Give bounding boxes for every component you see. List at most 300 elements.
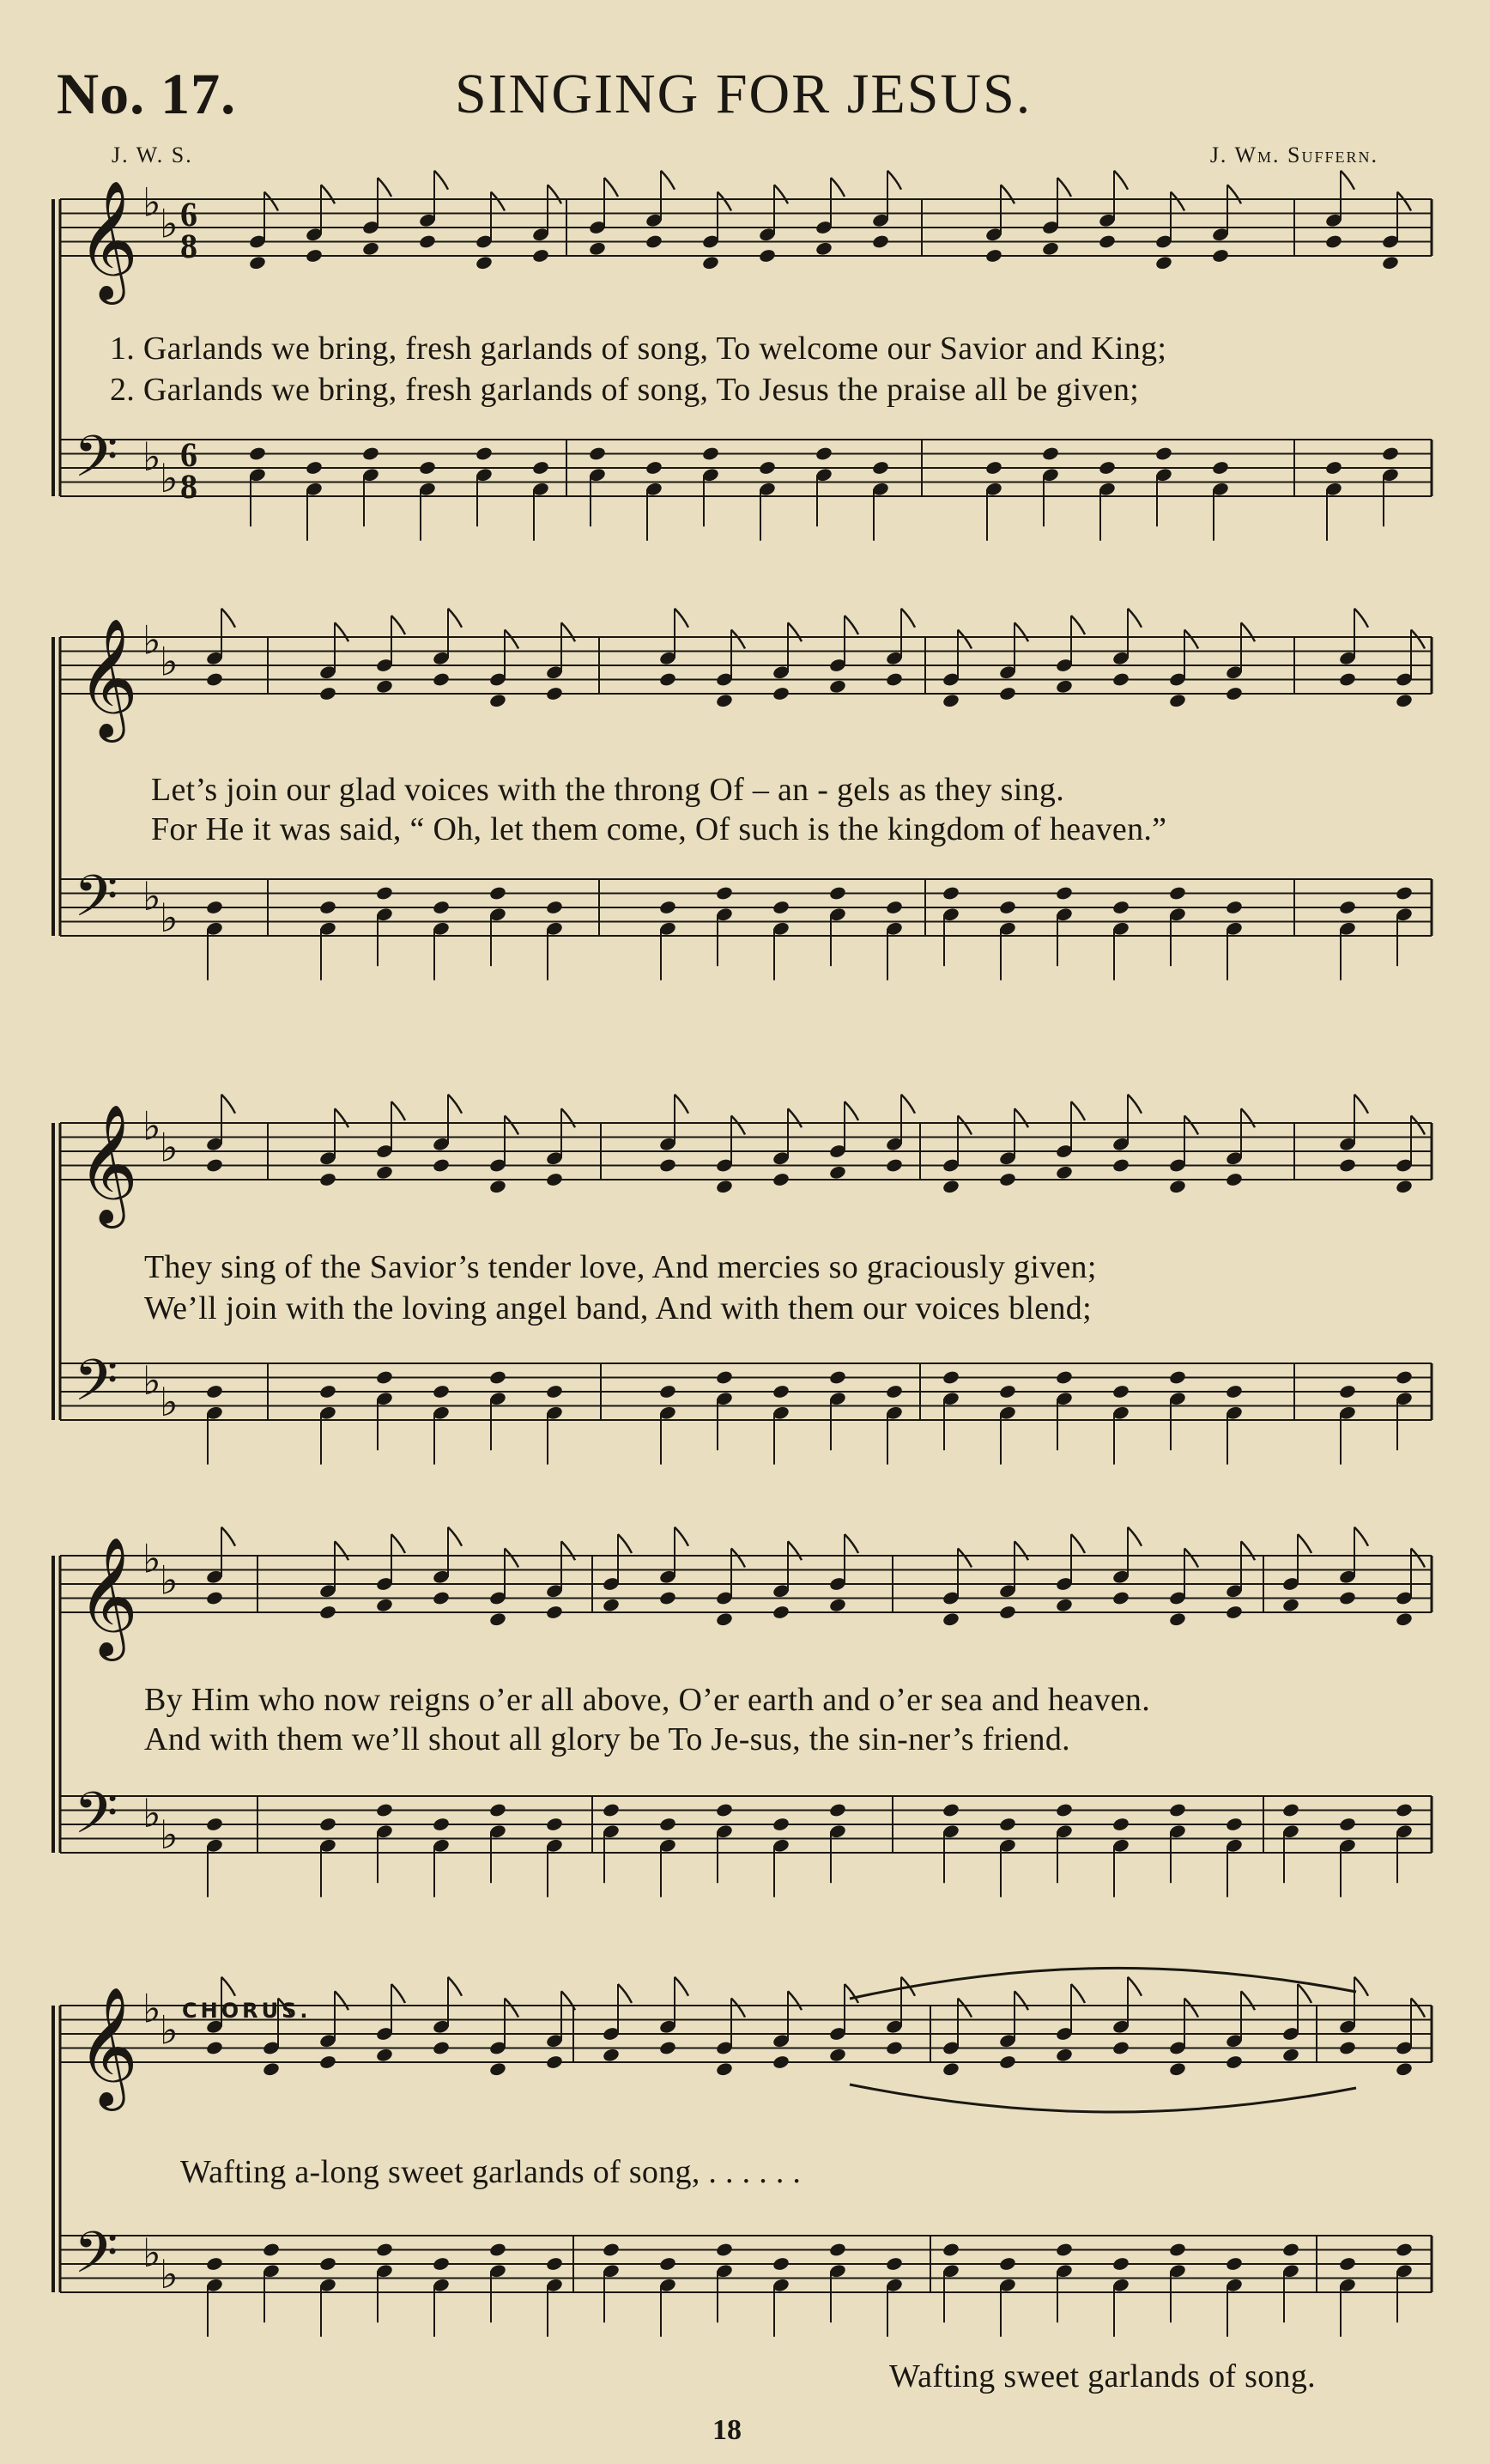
notehead [432, 900, 450, 915]
flat-icon: ♭ [160, 1557, 179, 1604]
notehead [828, 1165, 846, 1180]
note-flag [1241, 1991, 1255, 2010]
notehead [1168, 1179, 1186, 1194]
note-flag [391, 1102, 405, 1120]
lyric-chorus: Wafting a-long sweet garlands of song, . . . . . . [180, 2154, 802, 2190]
notehead [772, 2256, 790, 2272]
notehead [375, 885, 393, 901]
notehead [942, 693, 960, 708]
note-flag [561, 1108, 575, 1127]
lyric-verse2-line4: And with them we’ll shout all glory be To Je-sus, the sin-ner’s friend. [144, 1721, 1070, 1757]
note-flag [1015, 1991, 1028, 2010]
notehead [1055, 2048, 1073, 2063]
notehead [1225, 900, 1243, 915]
note-flag [1128, 1095, 1142, 1114]
notehead [772, 1817, 790, 1832]
flat-icon: ♭ [160, 894, 179, 941]
notehead [871, 460, 889, 476]
notehead [1395, 1802, 1413, 1818]
notehead [1168, 885, 1186, 901]
note-flag [1071, 1102, 1085, 1120]
notehead [1168, 693, 1186, 708]
notehead [658, 1384, 676, 1399]
bass-clef-icon: 𝄢 [74, 423, 118, 504]
notehead [602, 1598, 620, 1613]
notehead [1281, 1598, 1299, 1613]
note-flag [434, 171, 448, 190]
notehead [1381, 255, 1399, 270]
flat-icon: ♭ [142, 1357, 161, 1405]
notehead [998, 900, 1016, 915]
notehead [1225, 1817, 1243, 1832]
note-flag [1411, 630, 1425, 649]
notehead [1324, 460, 1342, 476]
notehead [205, 1817, 223, 1832]
lyric-verse2-line2: For He it was said, “ Oh, let them come, Of such is the kingdom of heaven.” [151, 811, 1167, 847]
notehead [1338, 1590, 1356, 1605]
notehead [1055, 1802, 1073, 1818]
note-flag [831, 178, 845, 197]
notehead [205, 1157, 223, 1173]
notehead [318, 1172, 336, 1187]
treble-clef-icon: 𝄞 [77, 1104, 138, 1223]
note-flag [1171, 192, 1184, 211]
notehead [1211, 460, 1229, 476]
note-flag [788, 1541, 802, 1560]
notehead [998, 1384, 1016, 1399]
note-flag [491, 192, 505, 211]
notehead [1111, 1590, 1130, 1605]
notehead [488, 1802, 506, 1818]
notehead [375, 679, 393, 695]
notehead [262, 2242, 280, 2257]
notehead [815, 241, 833, 257]
notehead [715, 885, 733, 901]
note-flag [448, 1977, 462, 1996]
notehead [658, 1817, 676, 1832]
notehead [715, 2061, 733, 2077]
notehead [1395, 885, 1413, 901]
notehead [205, 2256, 223, 2272]
notehead [1338, 1157, 1356, 1173]
notehead [885, 900, 903, 915]
notehead [432, 1157, 450, 1173]
note-flag [448, 609, 462, 628]
notehead [305, 248, 323, 264]
note-flag [264, 192, 278, 211]
slur [850, 1968, 1356, 1999]
notehead [942, 1611, 960, 1627]
notehead [1324, 234, 1342, 249]
bass-clef-icon: 𝄢 [74, 1347, 118, 1428]
note-flag [391, 1984, 405, 2003]
note-flag [321, 185, 335, 203]
notehead [545, 900, 563, 915]
notehead [772, 1384, 790, 1399]
notehead [1154, 446, 1172, 461]
notehead [205, 900, 223, 915]
note-flag [391, 616, 405, 634]
note-flag [1128, 1977, 1142, 1996]
music-credit: J. Wm. Suffern. [1209, 143, 1378, 167]
notehead [701, 446, 719, 461]
notehead [1395, 1611, 1413, 1627]
notehead [432, 1384, 450, 1399]
note-flag [774, 185, 788, 203]
notehead [1168, 1802, 1186, 1818]
flat-icon: ♭ [160, 2250, 179, 2297]
note-flag [505, 1116, 518, 1135]
notehead [488, 693, 506, 708]
note-flag [958, 1549, 972, 1568]
notehead [658, 1590, 676, 1605]
notehead [1338, 2256, 1356, 2272]
note-flag [548, 185, 561, 203]
note-flag [561, 1541, 575, 1560]
note-flag [1241, 1541, 1255, 1560]
notehead [998, 1817, 1016, 1832]
notehead [545, 2256, 563, 2272]
note-flag [221, 609, 235, 628]
notehead [361, 241, 379, 257]
lyric-verse1-line3: They sing of the Savior’s tender love, And mercies so graciously given; [144, 1249, 1097, 1285]
notehead [1338, 671, 1356, 687]
notehead [772, 1172, 790, 1187]
note-flag [1354, 1977, 1368, 1996]
note-flag [505, 1999, 518, 2018]
bass-clef-icon: 𝄢 [74, 1780, 118, 1860]
flat-icon: ♭ [160, 1124, 179, 1171]
note-flag [1411, 1116, 1425, 1135]
notehead [1395, 693, 1413, 708]
notehead [658, 900, 676, 915]
notehead [715, 1179, 733, 1194]
treble-clef-icon: 𝄞 [77, 1537, 138, 1656]
notehead [871, 234, 889, 249]
notehead [942, 2242, 960, 2257]
note-flag [661, 171, 675, 190]
note-flag [958, 1999, 972, 2018]
notehead [1111, 1157, 1130, 1173]
notehead [772, 1605, 790, 1620]
lyric-verse2-line3: We’ll join with the loving angel band, And with them our voices blend; [144, 1290, 1092, 1326]
notehead [772, 2054, 790, 2070]
notehead [375, 2048, 393, 2063]
notehead [1055, 679, 1073, 695]
notehead [1168, 1611, 1186, 1627]
notehead [1041, 446, 1059, 461]
notehead [658, 2256, 676, 2272]
notehead [418, 460, 436, 476]
notehead [1111, 671, 1130, 687]
note-flag [1227, 185, 1241, 203]
flat-icon: ♭ [142, 873, 161, 920]
note-flag [505, 1549, 518, 1568]
notehead [1395, 1369, 1413, 1385]
notehead [488, 2061, 506, 2077]
note-flag [1184, 1999, 1198, 2018]
notehead [545, 2054, 563, 2070]
notehead [1395, 2061, 1413, 2077]
notehead [545, 1817, 563, 1832]
note-flag [561, 1991, 575, 2010]
notehead [984, 460, 1002, 476]
flat-icon: ♭ [142, 1790, 161, 1837]
notehead [1281, 2242, 1299, 2257]
words-credit: J. W. S. [112, 143, 193, 167]
notehead [531, 248, 549, 264]
notehead [432, 1590, 450, 1605]
notehead [305, 460, 323, 476]
lyric-chorus-bass: Wafting sweet garlands of song. [889, 2358, 1316, 2394]
note-flag [1015, 1541, 1028, 1560]
notehead [772, 900, 790, 915]
notehead [998, 2256, 1016, 2272]
notehead [984, 248, 1002, 264]
notehead [1098, 234, 1116, 249]
note-flag [1411, 1999, 1425, 2018]
note-flag [1298, 1534, 1311, 1553]
notehead [1098, 460, 1116, 476]
note-flag [1298, 1984, 1311, 2003]
note-flag [1354, 1095, 1368, 1114]
note-flag [731, 1999, 745, 2018]
notehead [318, 1605, 336, 1620]
notehead [361, 446, 379, 461]
note-flag [958, 630, 972, 649]
flat-icon: ♭ [142, 434, 161, 481]
bass-clef-icon: 𝄢 [74, 2219, 118, 2300]
notehead [715, 1369, 733, 1385]
notehead [1111, 900, 1130, 915]
notehead [1338, 1817, 1356, 1832]
notehead [1281, 1802, 1299, 1818]
notehead [588, 241, 606, 257]
notehead [758, 248, 776, 264]
flat-icon: ♭ [160, 2006, 179, 2054]
note-flag [1071, 616, 1085, 634]
notehead [828, 2048, 846, 2063]
notehead [475, 446, 493, 461]
chorus-label: CHORUS. [182, 1999, 312, 2023]
note-flag [1341, 171, 1354, 190]
time-sig-lower: 8 [180, 227, 197, 265]
note-flag [561, 622, 575, 641]
note-flag [1241, 1108, 1255, 1127]
notehead [318, 1817, 336, 1832]
notehead [998, 1605, 1016, 1620]
notehead [1154, 255, 1172, 270]
notehead [318, 2054, 336, 2070]
notehead [318, 2256, 336, 2272]
lyric-verse1-line4: By Him who now reigns o’er all above, O’er earth and o’er sea and heaven. [144, 1682, 1151, 1718]
notehead [1168, 2242, 1186, 2257]
note-flag [378, 178, 391, 197]
notehead [1168, 2061, 1186, 2077]
note-flag [731, 1549, 745, 1568]
note-flag [1184, 630, 1198, 649]
flat-icon: ♭ [142, 1102, 161, 1150]
note-flag [901, 1095, 915, 1114]
note-flag [1015, 1108, 1028, 1127]
note-flag [675, 609, 688, 628]
notehead [1041, 241, 1059, 257]
note-flag [1354, 609, 1368, 628]
time-sig-upper: 6 [180, 195, 197, 234]
notehead [1381, 446, 1399, 461]
note-flag [1184, 1549, 1198, 1568]
notehead [1055, 1369, 1073, 1385]
notehead [1338, 1384, 1356, 1399]
notehead [998, 1172, 1016, 1187]
note-flag [788, 1108, 802, 1127]
notehead [942, 885, 960, 901]
flat-icon: ♭ [160, 454, 179, 501]
notehead [1395, 2242, 1413, 2257]
note-flag [731, 630, 745, 649]
lyric-verse1-line1: 1. Garlands we bring, fresh garlands of song, To welcome our Savior and King; [110, 331, 1167, 367]
note-flag [845, 1102, 858, 1120]
notehead [828, 1598, 846, 1613]
flat-icon: ♭ [142, 1535, 161, 1582]
notehead [1055, 885, 1073, 901]
note-flag [731, 1116, 745, 1135]
notehead [488, 885, 506, 901]
notehead [205, 1590, 223, 1605]
notehead [715, 693, 733, 708]
notehead [602, 1802, 620, 1818]
notehead [1225, 686, 1243, 701]
note-flag [675, 1977, 688, 1996]
flat-icon: ♭ [160, 1378, 179, 1425]
notehead [998, 2054, 1016, 2070]
notehead [432, 2256, 450, 2272]
notehead [545, 1605, 563, 1620]
notehead [701, 255, 719, 270]
notehead [1225, 2054, 1243, 2070]
notehead [588, 446, 606, 461]
note-flag [1128, 1527, 1142, 1546]
notehead [545, 686, 563, 701]
notehead [375, 1165, 393, 1180]
notehead [828, 2242, 846, 2257]
notehead [262, 2061, 280, 2077]
note-flag [887, 171, 901, 190]
notehead [1225, 1605, 1243, 1620]
note-flag [1397, 192, 1411, 211]
note-flag [1015, 622, 1028, 641]
notehead [1111, 2256, 1130, 2272]
note-flag [675, 1527, 688, 1546]
treble-clef-icon: 𝄞 [77, 180, 138, 300]
flat-icon: ♭ [142, 2230, 161, 2277]
notehead [658, 2040, 676, 2055]
note-flag [845, 1534, 858, 1553]
notehead [645, 460, 663, 476]
notehead [828, 1369, 846, 1385]
lyric-verse2-line1: 2. Garlands we bring, fresh garlands of song, To Jesus the praise all be given; [110, 372, 1140, 408]
notehead [488, 1611, 506, 1627]
note-flag [221, 1527, 235, 1546]
notehead [318, 1384, 336, 1399]
note-flag [335, 622, 348, 641]
notehead [375, 2242, 393, 2257]
treble-clef-icon: 𝄞 [77, 1987, 138, 2106]
notehead [885, 1384, 903, 1399]
notehead [602, 2242, 620, 2257]
notehead [1281, 2048, 1299, 2063]
note-flag [1128, 609, 1142, 628]
note-flag [845, 616, 858, 634]
notehead [488, 2242, 506, 2257]
note-flag [335, 1991, 348, 2010]
notehead [885, 671, 903, 687]
note-flag [448, 1095, 462, 1114]
notehead [942, 1179, 960, 1194]
note-flag [675, 1095, 688, 1114]
notehead [432, 2040, 450, 2055]
notehead [375, 1369, 393, 1385]
notehead [488, 1179, 506, 1194]
note-flag [618, 1984, 632, 2003]
notehead [715, 1611, 733, 1627]
notehead [1211, 248, 1229, 264]
notehead [942, 1802, 960, 1818]
notehead [248, 446, 266, 461]
notehead [658, 671, 676, 687]
flat-icon: ♭ [160, 1811, 179, 1858]
note-flag [221, 1977, 235, 1996]
notehead [828, 885, 846, 901]
notehead [375, 1598, 393, 1613]
notehead [432, 1817, 450, 1832]
notehead [1225, 1172, 1243, 1187]
time-sig-lower: 8 [180, 467, 197, 506]
time-sig-upper: 6 [180, 435, 197, 474]
notehead [758, 460, 776, 476]
notehead [205, 2040, 223, 2055]
notehead [248, 255, 266, 270]
notehead [318, 900, 336, 915]
note-flag [901, 609, 915, 628]
lyric-verse1-line2: Let’s join our glad voices with the throng Of – an - gels as they sing. [151, 772, 1064, 808]
notehead [885, 2040, 903, 2055]
note-flag [1241, 622, 1255, 641]
notehead [645, 234, 663, 249]
notehead [475, 255, 493, 270]
note-flag [1184, 1116, 1198, 1135]
note-flag [1354, 1527, 1368, 1546]
notehead [1055, 1598, 1073, 1613]
notehead [815, 446, 833, 461]
note-flag [1057, 178, 1071, 197]
notehead [772, 686, 790, 701]
note-flag [1071, 1534, 1085, 1553]
notehead [1225, 2256, 1243, 2272]
notehead [828, 679, 846, 695]
notehead [1225, 1384, 1243, 1399]
notehead [1338, 900, 1356, 915]
notehead [418, 234, 436, 249]
note-flag [1411, 1549, 1425, 1568]
note-flag [845, 1984, 858, 2003]
flat-icon: ♭ [160, 200, 179, 247]
notehead [1338, 2040, 1356, 2055]
treble-clef-icon: 𝄞 [77, 618, 138, 737]
note-flag [1071, 1984, 1085, 2003]
note-flag [604, 178, 618, 197]
notehead [942, 1369, 960, 1385]
